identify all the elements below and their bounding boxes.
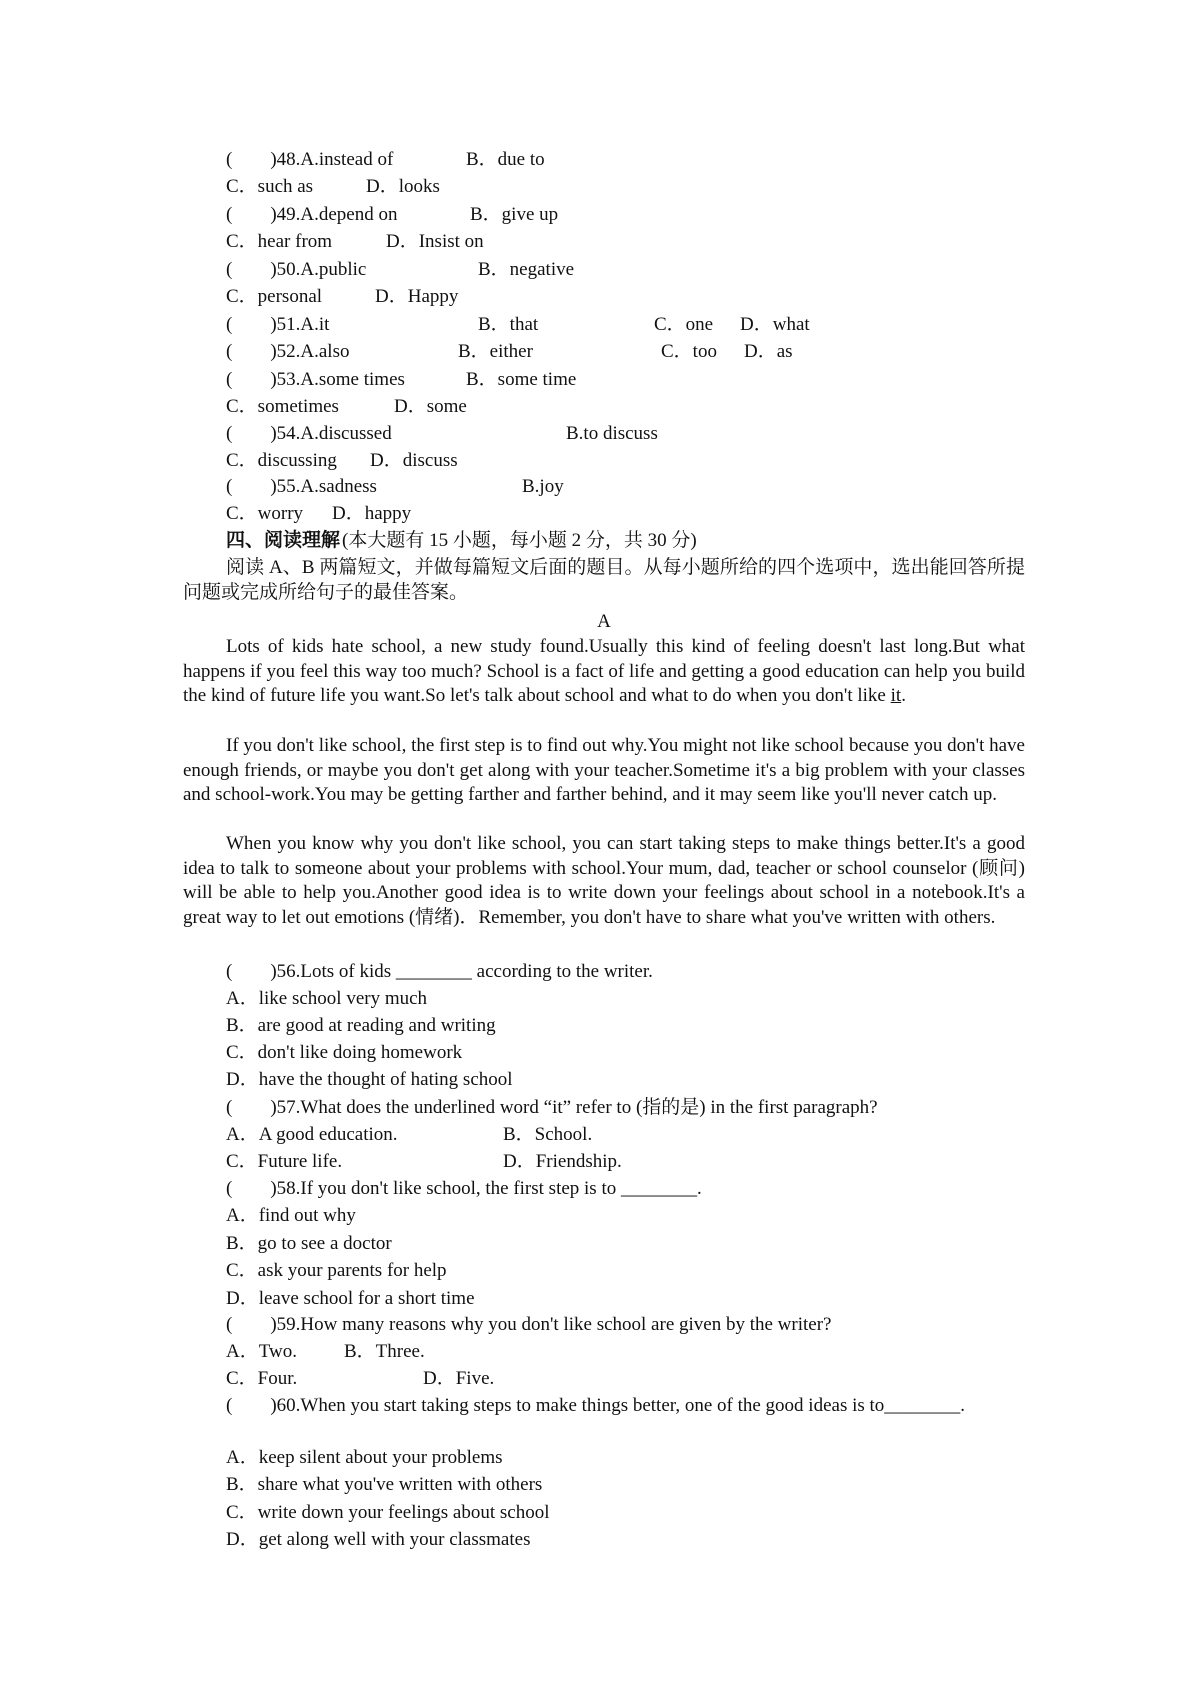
q52-option-a: ( )52.A.also (226, 341, 350, 362)
passage-paragraph-1 (183, 635, 1025, 709)
q54-option-b: B.to discuss (566, 423, 658, 444)
q56-option-b: B．are good at reading and writing (226, 1015, 496, 1036)
q55-option-d: D．happy (332, 503, 412, 524)
section-heading-title: 四、阅读理解 (226, 530, 341, 551)
passage-label: A (597, 611, 611, 632)
q59-option-a: A．Two. (226, 1341, 297, 1362)
q50-option-c: C．personal (226, 286, 323, 307)
passage-paragraph-3: When you know why you don't like school, you can start taking steps to make things better.It's a good idea to talk to someone about your problems with school.Your mum, dad, teacher or school counselor (顾问) will be able to help you.Another good idea is to write down your feelings about school in a notebook.It's a great way to let out emotions (情绪)．Remember, you don't have to share what you've written with others. (183, 833, 1025, 928)
q48-option-a: ( )48.A.instead of (226, 149, 394, 170)
q60-option-b: B．share what you've written with others (226, 1474, 543, 1495)
q56-stem: ( )56.Lots of kids ________ according to the writer. (226, 961, 653, 982)
q58-option-d: D．leave school for a short time (226, 1288, 475, 1309)
q51-option-a: ( )51.A.it (226, 314, 330, 335)
q58-option-a: A．find out why (226, 1205, 356, 1226)
q49-option-a: ( )49.A.depend on (226, 204, 398, 225)
q53-option-b: B．some time (466, 369, 577, 390)
underlined-word-it: it (890, 685, 902, 706)
q55-option-b: B.joy (522, 476, 564, 497)
q59-stem: ( )59.How many reasons why you don't like school are given by the writer? (226, 1314, 832, 1335)
q56-option-c: C．don't like doing homework (226, 1042, 463, 1063)
q50-option-b: B．negative (478, 259, 575, 280)
q48-option-b: B．due to (466, 149, 545, 170)
q52-option-d: D．as (744, 341, 793, 362)
q49-option-c: C．hear from (226, 231, 333, 252)
q56-option-a: A．like school very much (226, 988, 428, 1009)
q54-option-a: ( )54.A.discussed (226, 423, 392, 444)
q51-option-b: B．that (478, 314, 539, 335)
q50-option-a: ( )50.A.public (226, 259, 367, 280)
q51-option-c: C．one (654, 314, 714, 335)
passage-paragraph-2: If you don't like school, the first step is to find out why.You might not like school because you don't have enough friends, or maybe you don't get along with your teacher.Sometime it's a big problem with your classes and school-work.You may be getting farther and farther behind, and it may seem like you'll never catch up. (183, 735, 1025, 805)
q48-option-d: D．looks (366, 176, 440, 197)
section-instruction: 阅读 A、B 两篇短文，并做每篇短文后面的题目。从每小题所给的四个选项中，选出能回答所提问题或完成所给句子的最佳答案。 (183, 557, 1025, 603)
q59-option-d: D．Five. (423, 1368, 495, 1389)
q52-option-b: B．either (458, 341, 533, 362)
q57-stem: ( )57.What does the underlined word “it” refer to (指的是) in the first paragraph? (226, 1097, 878, 1118)
q53-option-d: D．some (394, 396, 467, 417)
q49-option-d: D．Insist on (386, 231, 484, 252)
q50-option-d: D．Happy (375, 286, 459, 307)
q55-option-a: ( )55.A.sadness (226, 476, 377, 497)
p1-text-after: . (901, 685, 906, 706)
q53-option-a: ( )53.A.some times (226, 369, 405, 390)
q54-option-d: D．discuss (370, 450, 458, 471)
q56-option-d: D．have the thought of hating school (226, 1069, 513, 1090)
q51-option-d: D．what (740, 314, 810, 335)
q60-stem: ( )60.When you start taking steps to make things better, one of the good ideas is to________. (226, 1395, 966, 1416)
q57-option-c: C．Future life. (226, 1151, 343, 1172)
q48-option-c: C．such as (226, 176, 314, 197)
p1-text-before: Lots of kids hate school, a new study found.Usually this kind of feeling doesn't last long.But what happens if you feel this way too much? School is a fact of life and getting a good education can help you build the kind of future life you want.So let's talk about school and what to do when you don't like (183, 636, 1025, 706)
q60-option-d: D．get along well with your classmates (226, 1529, 531, 1550)
q58-option-c: C．ask your parents for help (226, 1260, 447, 1281)
q58-option-b: B．go to see a doctor (226, 1233, 392, 1254)
q53-option-c: C．sometimes (226, 396, 339, 417)
q60-option-a: A．keep silent about your problems (226, 1447, 503, 1468)
q52-option-c: C．too (661, 341, 717, 362)
q55-option-c: C．worry (226, 503, 304, 524)
q58-stem: ( )58.If you don't like school, the first step is to ________. (226, 1178, 702, 1199)
section-heading-note: (本大题有 15 小题，每小题 2 分，共 30 分) (342, 530, 697, 551)
q59-option-b: B．Three. (344, 1341, 425, 1362)
q57-option-d: D．Friendship. (503, 1151, 622, 1172)
q57-option-b: B．School. (503, 1124, 593, 1145)
q60-option-c: C．write down your feelings about school (226, 1502, 550, 1523)
q57-option-a: A．A good education. (226, 1124, 398, 1145)
q49-option-b: B．give up (470, 204, 559, 225)
q59-option-c: C．Four. (226, 1368, 298, 1389)
q54-option-c: C．discussing (226, 450, 337, 471)
